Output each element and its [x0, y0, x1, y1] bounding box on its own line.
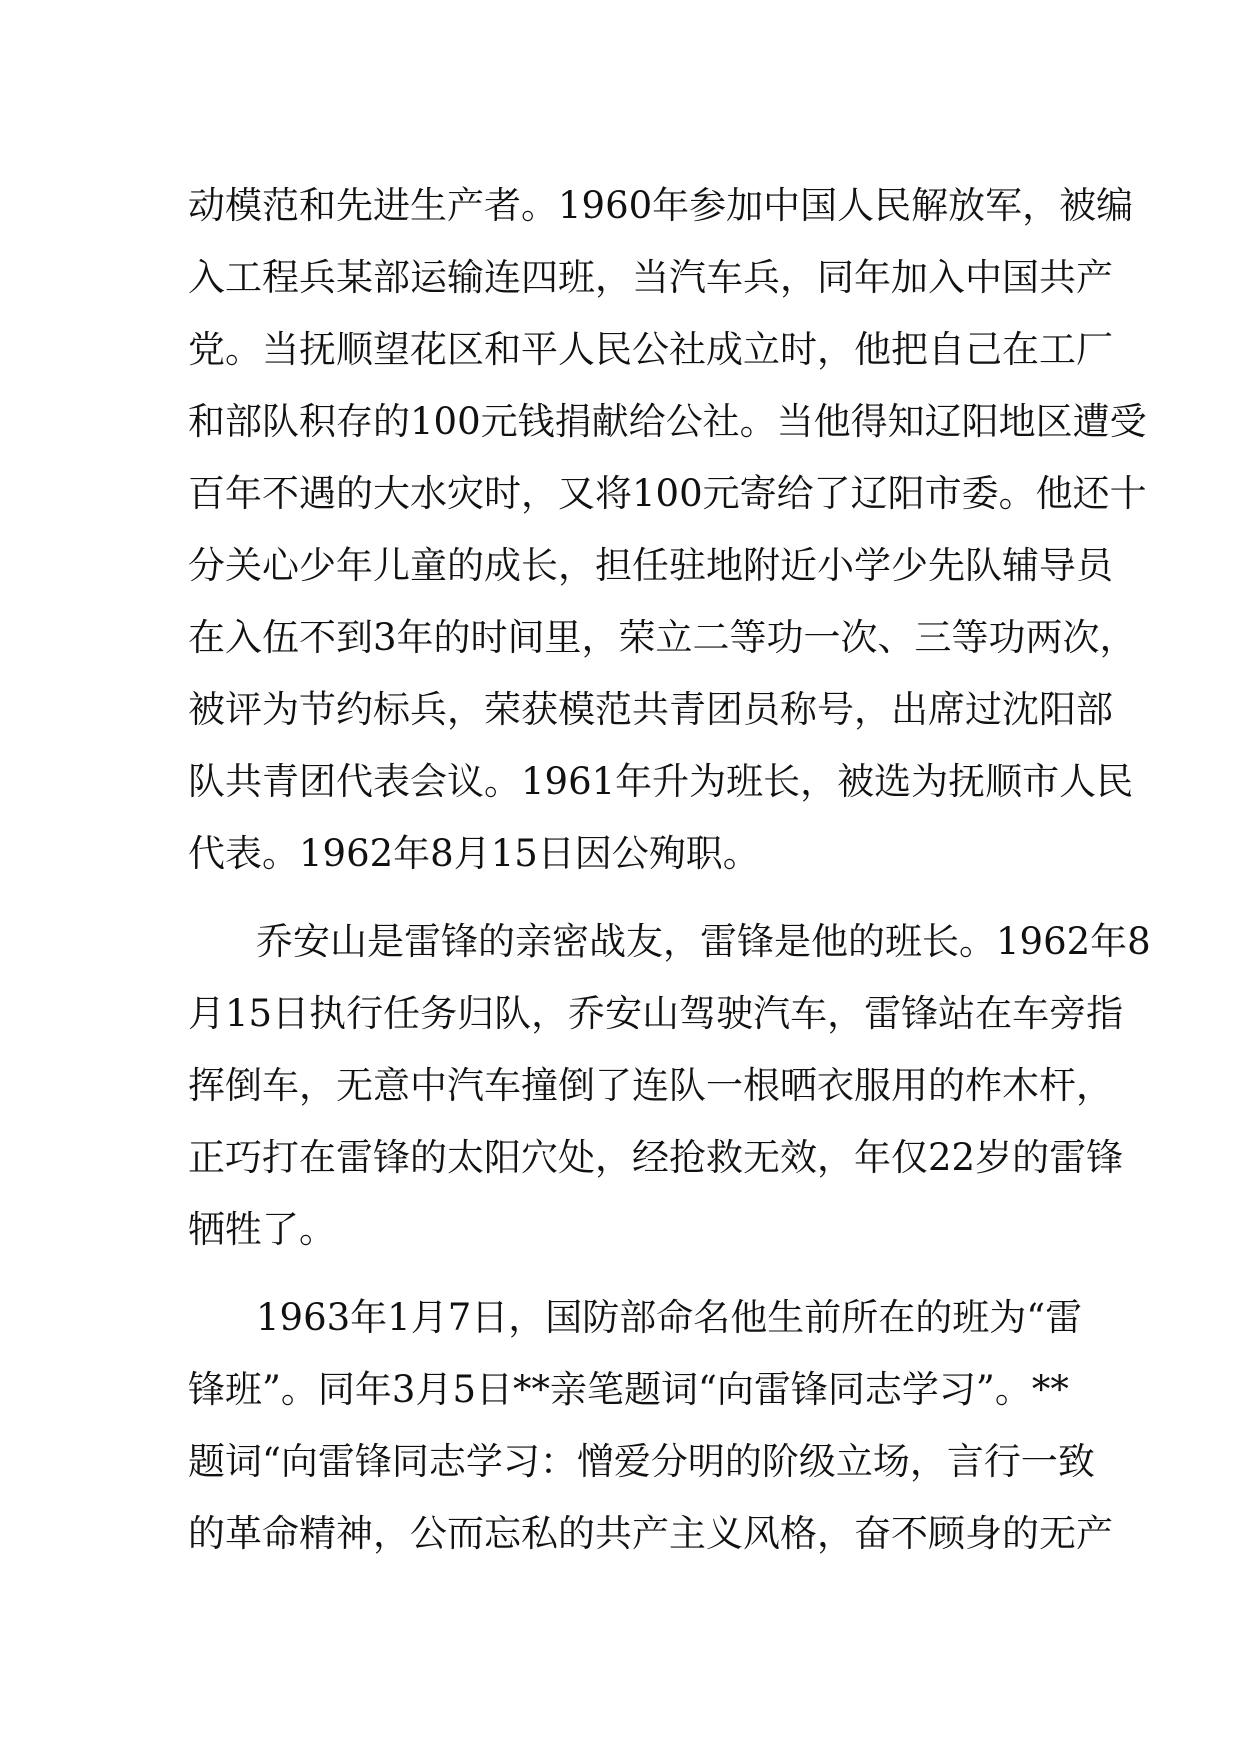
text-line: 百年不遇的大水灾时，又将100元寄给了辽阳市委。他还十 — [188, 472, 1147, 515]
body-text — [188, 170, 1151, 1570]
text-line: 队共青团代表会议。1961年升为班长，被选为抚顺市人民 — [188, 760, 1134, 803]
text-line: 在入伍不到3年的时间里，荣立二等功一次、三等功两次， — [188, 616, 1137, 659]
paragraph-spacer — [188, 1266, 1058, 1282]
text-line: 入工程兵某部运输连四班，当汽车兵，同年加入中国共产 — [188, 256, 1113, 299]
text-line: 党。当抚顺望花区和平人民公社成立时，他把自己在工厂 — [188, 328, 1113, 371]
text-line: 分关心少年儿童的成长，担任驻地附近小学少先队辅导员 — [188, 544, 1113, 587]
text-line: 正巧打在雷锋的太阳穴处，经抢救无效，年仅22岁的雷锋 — [188, 1136, 1124, 1179]
text-line: 锋班”。同年3月5日**亲笔题词“向雷锋同志学习”。** — [188, 1368, 1069, 1411]
text-line: 牺牲了。 — [188, 1208, 336, 1251]
paragraph-1 — [188, 170, 1147, 890]
text-line: 和部队积存的100元钱捐献给公社。当他得知辽阳地区遭受 — [188, 400, 1147, 443]
paragraph-3 — [188, 1282, 1113, 1570]
paragraph-spacer — [188, 890, 1058, 906]
text-line: 动模范和先进生产者。1960年参加中国人民解放军，被编 — [188, 184, 1134, 227]
text-line: 挥倒车，无意中汽车撞倒了连队一根晒衣服用的柞木杆， — [188, 1064, 1113, 1107]
text-line: 题词“向雷锋同志学习：憎爱分明的阶级立场，言行一致 — [188, 1440, 1095, 1483]
paragraph-2 — [188, 906, 1151, 1266]
text-line: 被评为节约标兵，荣获模范共青团员称号，出席过沈阳部 — [188, 688, 1113, 731]
text-line: 的革命精神，公而忘私的共产主义风格，奋不顾身的无产 — [188, 1512, 1113, 1555]
text-line: 代表。1962年8月15日因公殉职。 — [188, 832, 760, 875]
text-line: 月15日执行任务归队，乔安山驾驶汽车，雷锋站在车旁指 — [188, 992, 1124, 1035]
text-line: 1963年1月7日，国防部命名他生前所在的班为“雷 — [256, 1296, 1083, 1339]
text-line: 乔安山是雷锋的亲密战友，雷锋是他的班长。1962年8 — [256, 920, 1151, 963]
